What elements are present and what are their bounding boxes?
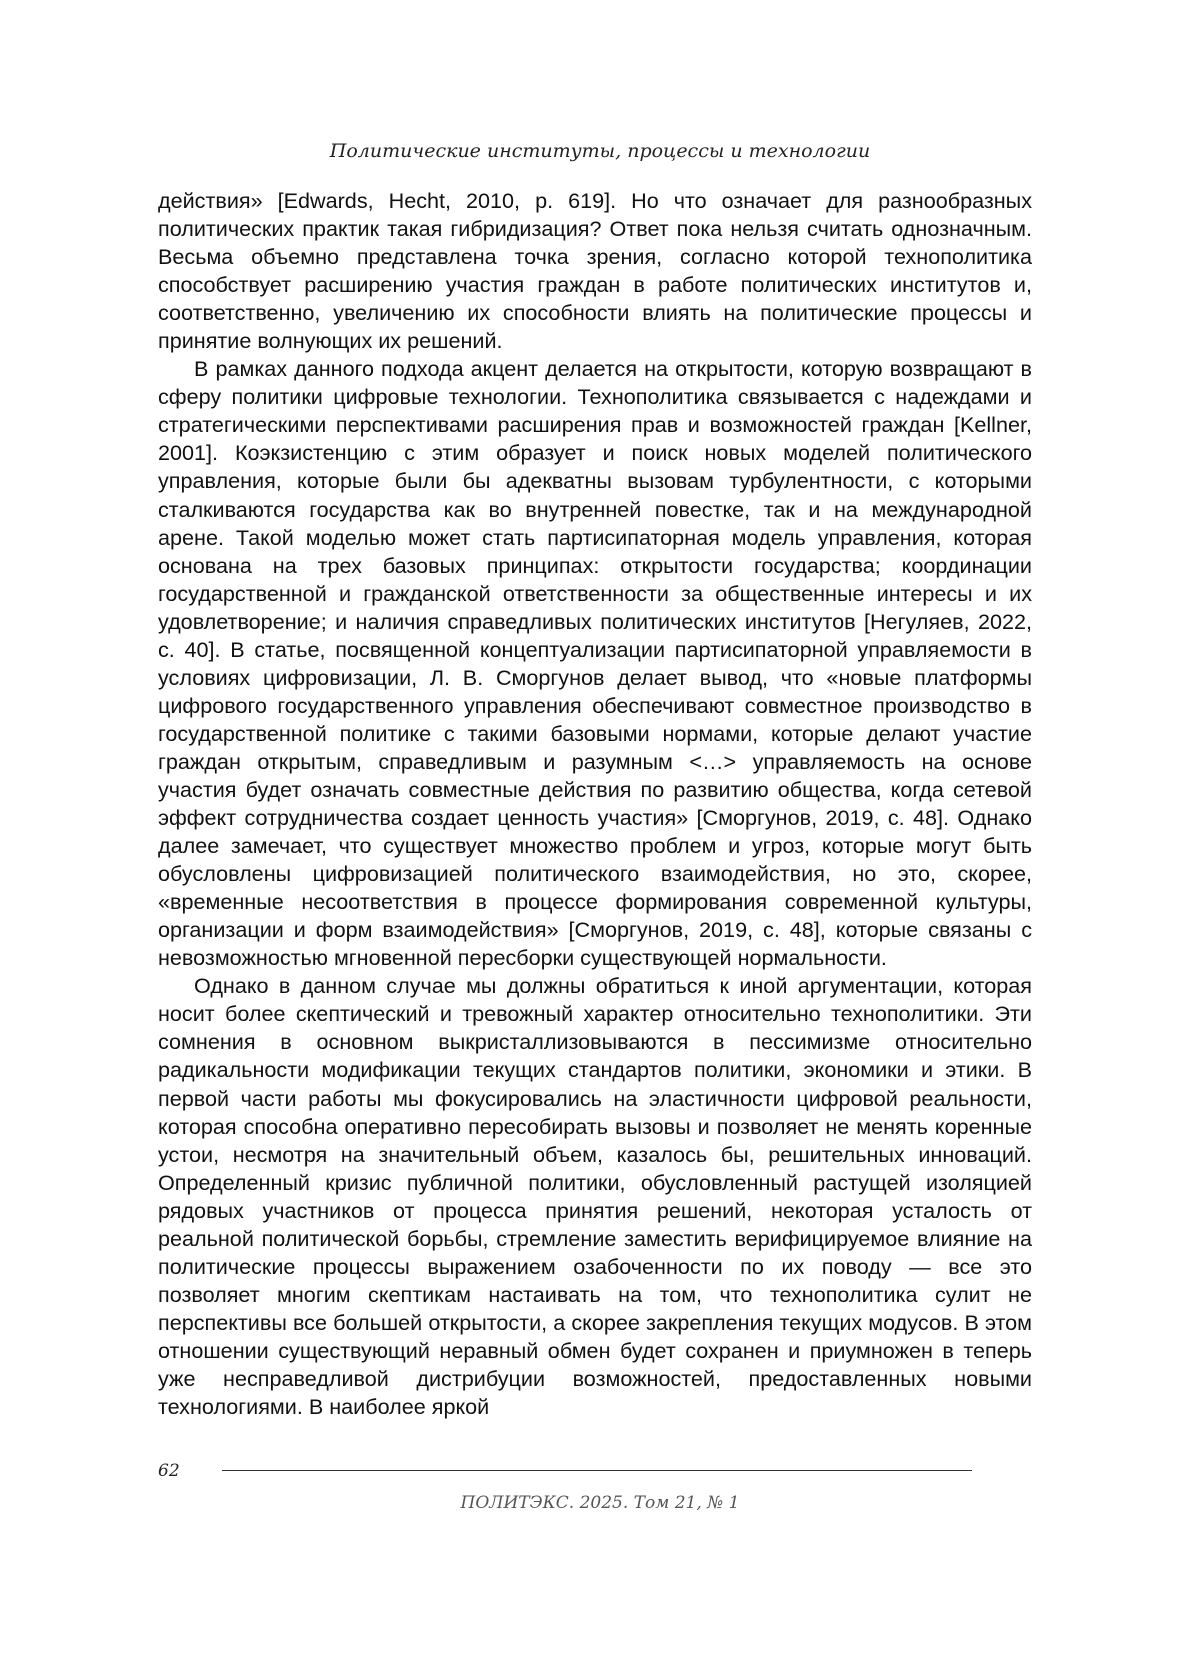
- footer-rule: [222, 1470, 972, 1471]
- paragraph: Однако в данном случае мы должны обратиться к иной аргументации, которая носит более скептический и тревожный характер относительно технополитики. Эти сомнения в основном выкристаллизовываются в пессимизме относительно радикальности модификации текущих стандартов политики, экономики и этики. В первой части работы мы фокусировались на эластичности цифровой реальности, которая способна оперативно пересобирать вызовы и позволяет не менять коренные устои, несмотря на значительный объем, казалось бы, решительных инноваций. Определенный кризис публичной политики, обусловленный растущей изоляцией рядовых участников от процесса принятия решений, некоторая усталость от реальной политической борьбы, стремление заместить верифицируемое влияние на политические процессы выражением озабоченности по их поводу — все это позволяет многим скептикам настаивать на том, что технополитика сулит не перспективы все большей открытости, а скорее закрепления текущих модусов. В этом отношении существующий неравный обмен будет сохранен и приумножен в теперь уже несправедливой дистрибуции возможностей, предоставленных новыми технологиями. В наиболее яркой: [158, 973, 1032, 1420]
- paragraph-continued: действия» [Edwards, Hecht, 2010, p. 619]. Но что означает для разнообразных политических практик такая гибридизация? Ответ пока нельзя считать однозначным. Весьма объемно представлена точка зрения, согласно которой технополитика способствует расширению участия граждан в работе политических институтов и, соответственно, увеличению их способности влиять на политические процессы и принятие волнующих их решений.: [158, 188, 1032, 354]
- journal-info: ПОЛИТЭКС. 2025. Том 21, № 1: [460, 1493, 740, 1513]
- page-number: 62: [158, 1461, 180, 1481]
- body-text: [158, 187, 1032, 1421]
- running-head: Политические институты, процессы и технологии: [329, 140, 871, 162]
- paragraph: В рамках данного подхода акцент делается на открытости, которую возвращают в сферу политики цифровые технологии. Технополитика связывается с надеждами и стратегическими перспективами расширения прав и возможностей граждан [Kellner, 2001]. Коэкзистенцию с этим образует и поиск новых моделей политического управления, которые были бы адекватны вызовам турбулентности, с которыми сталкиваются государства как во внутренней повестке, так и на международной арене. Такой моделью может стать партисипаторная модель управления, которая основана на трех базовых принципах: открытости государства; координации государственной и гражданской ответственности за общественные интересы и их удовлетворение; и наличия справедливых политических институтов [Негуляев, 2022, с. 40]. В статье, посвященной концептуализации партисипаторной управляемости в условиях цифровизации, Л. В. Сморгунов делает вывод, что «новые платформы цифрового государственного управления обеспечивают совместное производство в государственной политике с такими базовыми нормами, которые делают участие граждан открытым, справедливым и разумным <…> управляемость на основе участия будет означать совместные действия по развитию общества, когда сетевой эффект сотрудничества создает ценность участия» [Сморгунов, 2019, с. 48]. Однако далее замечает, что существует множество проблем и угроз, которые могут быть обусловлены цифровизацией политического взаимодействия, но это, скорее, «временные несоответствия в процессе формирования современной культуры, организации и форм взаимодействия» [Сморгунов, 2019, с. 48], которые связаны с невозможностью мгновенной пересборки существующей нормальности.: [158, 356, 1032, 971]
